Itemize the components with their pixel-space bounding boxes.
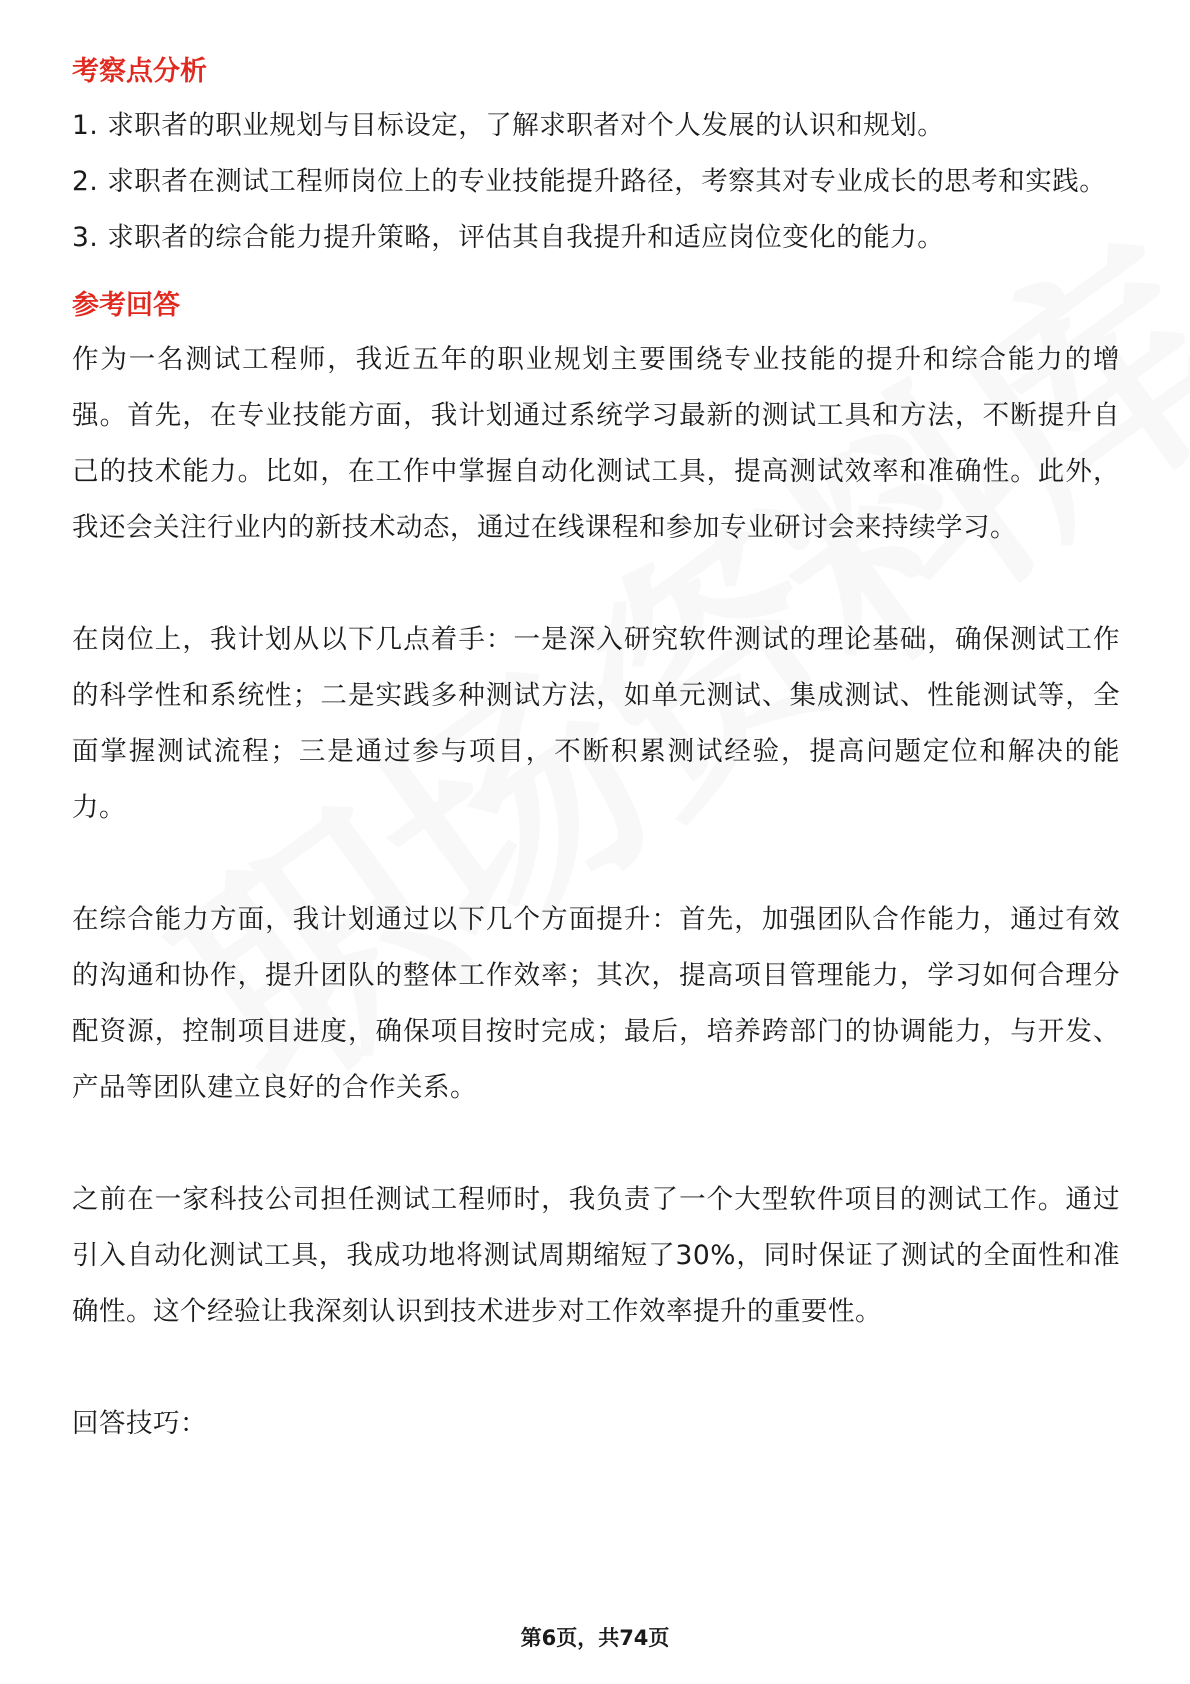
analysis-item-3: 3. 求职者的综合能力提升策略，评估其自我提升和适应岗位变化的能力。 (72, 222, 945, 253)
answer-paragraph-4: 之前在一家科技公司担任测试工程师时，我负责了一个大型软件项目的测试工作。通过引入自动化测试工具，我成功地将测试周期缩短了30%，同时保证了测试的全面性和准确性。这个经验让我深刻认识到技术进步对工作效率提升的重要性。 (72, 1184, 1120, 1327)
page-number: 第6页，共74页 (520, 1626, 670, 1650)
answer-heading: 参考回答 (72, 290, 180, 321)
paragraph-spacer (72, 1116, 1120, 1172)
analysis-heading: 考察点分析 (72, 56, 207, 87)
answer-paragraph-1: 作为一名测试工程师，我近五年的职业规划主要围绕专业技能的提升和综合能力的增强。首先，在专业技能方面，我计划通过系统学习最新的测试工具和方法，不断提升自己的技术能力。比如，在工作中掌握自动化测试工具，提高测试效率和准确性。此外，我还会关注行业内的新技术动态，通过在线课程和参加专业研讨会来持续学习。 (72, 344, 1120, 543)
analysis-item-1: 1. 求职者的职业规划与目标设定，了解求职者对个人发展的认识和规划。 (72, 110, 945, 141)
paragraph-spacer (72, 1340, 1120, 1396)
analysis-item-2: 2. 求职者在测试工程师岗位上的专业技能提升路径，考察其对专业成长的思考和实践。 (72, 166, 1107, 197)
answer-paragraph-2: 在岗位上，我计划从以下几点着手：一是深入研究软件测试的理论基础，确保测试工作的科学性和系统性；二是实践多种测试方法，如单元测试、集成测试、性能测试等，全面掌握测试流程；三是通过参与项目，不断积累测试经验，提高问题定位和解决的能力。 (72, 624, 1120, 823)
section-spacer (72, 266, 1120, 280)
page-content (72, 46, 1120, 1452)
answer-paragraph-3: 在综合能力方面，我计划通过以下几个方面提升：首先，加强团队合作能力，通过有效的沟通和协作，提升团队的整体工作效率；其次，提高项目管理能力，学习如何合理分配资源，控制项目进度，确保项目按时完成；最后，培养跨部门的协调能力，与开发、产品等团队建立良好的合作关系。 (72, 904, 1120, 1103)
paragraph-spacer (72, 836, 1120, 892)
paragraph-spacer (72, 556, 1120, 612)
tips-heading: 回答技巧： (72, 1408, 207, 1439)
